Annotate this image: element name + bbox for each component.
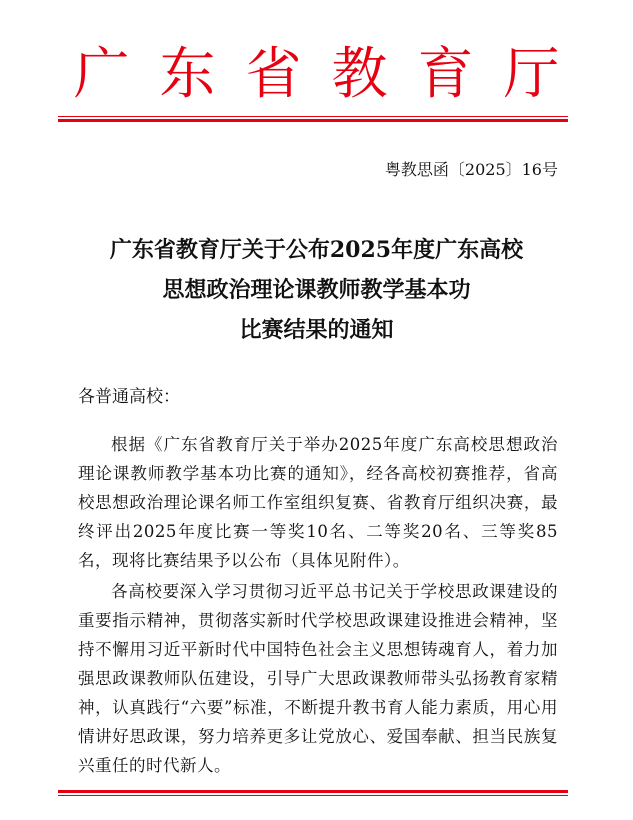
body-paragraph: 根据《广东省教育厅关于举办2025年度广东高校思想政治理论课教师教学基本功比赛的通知》，经各高校初赛推荐，省高校思想政治理论课名师工作室组织复赛、省教育厅组织决赛，最终评出2025年度比赛一等奖10名、二等奖20名、三等奖85名，现将比赛结果予以公布（具体见附件）。: [78, 434, 558, 570]
footer-divider-thick: [58, 790, 568, 793]
document-number: 粤教思函〔2025〕16号: [384, 160, 558, 179]
document-title: [0, 230, 633, 350]
footer-divider-thin: [58, 795, 568, 796]
body-paragraph: 各高校要深入学习贯彻习近平总书记关于学校思政课建设的重要指示精神，贯彻落实新时代学校思政课建设推进会精神，坚持不懈用习近平新时代中国特色社会主义思想铸魂育人，着力加强思政课教师队伍建设，引导广大思政课教师带头弘扬教育家精神，认真践行“六要”标准，不断提升教书育人能力素质，用心用情讲好思政课，努力培养更多让党放心、爱国奉献、担当民族复兴重任的时代新人。: [78, 581, 558, 775]
issuer-name: 广东省教育厅: [73, 42, 590, 107]
salutation: 各普通高校：: [78, 387, 180, 407]
letterhead-divider-thin: [58, 116, 568, 117]
letterhead-divider-thick: [58, 119, 568, 122]
title-line: 广东省教育厅关于公布2025年度广东高校: [109, 237, 524, 263]
title-line: 比赛结果的通知: [239, 317, 394, 343]
letterhead: [0, 40, 633, 110]
title-line: 思想政治理论课教师教学基本功: [162, 277, 471, 303]
